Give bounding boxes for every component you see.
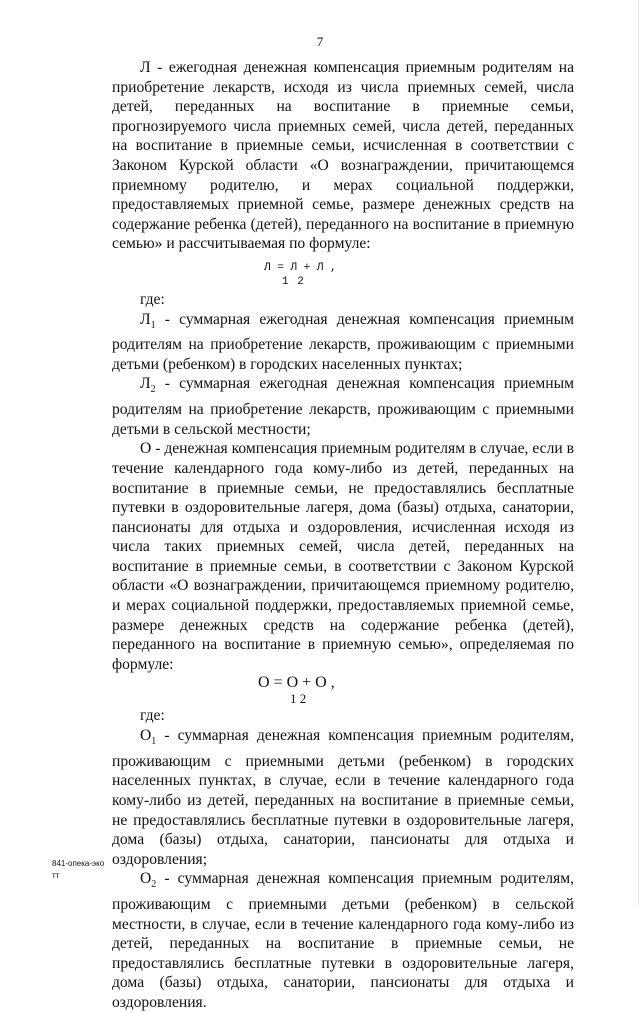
where-label-2: где: [140, 707, 165, 725]
paragraph-l-definition: Л - ежегодная денежная компенсация приемным родителям на приобретение лекарств, исходя из числа приемных семей, числа детей, переданных на воспитание в приемные семьи, прогнозируемого числа приемных семей, числа детей, переданных на воспитание в приемные семьи, исчисленная в соответствии с Законом Курской области «О вознаграждении, причитающемся приемному родителю, и мерах социальной поддержки, предоставляемых приемной семье, размере денежных средств на содержание ребенка (детей), переданного на воспитание в приемную семью» и рассчитываемая по формуле: [112, 59, 574, 253]
l2-subscript: 2 [150, 384, 156, 396]
formula-l [112, 254, 574, 290]
paragraph-o-definition: О - денежная компенсация приемным родителям в случае, если в течение календарного года кому-либо из детей, переданных на воспитание в приемные семьи, не предоставлялись бесплатные путевки в оздоровительные лагеря, дома (базы) отдыха, санатории, пансионаты для отдыха и оздоровления, исчисленная исходя из числа таких приемных семей, числа детей, переданных на воспитание в приемные семьи, в соответствии с Законом Курской области «О вознаграждении, причитающемся приемному родителю, и мерах социальной поддержки, предоставляемых приемной семье, размере денежных средств на содержание ребенка (детей), переданного на воспитание в приемную семью», определяемая по формуле: [112, 440, 574, 673]
document-body [112, 58, 574, 1013]
formula-l-subscripts: 1 2 [282, 275, 305, 288]
formula-o-subscripts: 1 2 [290, 691, 307, 707]
definition-l2 [112, 374, 574, 439]
formula-o [112, 674, 574, 706]
document-footer [52, 858, 104, 882]
footer-initials: тт [52, 871, 60, 880]
o1-text: - суммарная денежная компенсация приемным родителям, проживающим с приемными детьми (ребенком) в городских населенных пунктах, в случае, если в течение календарного года кому-либо из детей, переданных на воспитание в приемные семьи, не предоставлялись бесплатные путевки в оздоровительные лагеря, дома (базы) отдыха, санатории, пансионаты для отдыха и оздоровления; [112, 727, 574, 868]
definition-o1 [112, 726, 574, 869]
scan-edge-line [638, 0, 639, 905]
l1-text: - суммарная ежегодная денежная компенсация приемным родителям на приобретение лекарств, проживающим с приемными детьми (ребенком) в городских населенных пунктах; [112, 310, 574, 373]
o1-subscript: 1 [151, 736, 157, 748]
definition-o2 [112, 869, 574, 1012]
o1-symbol: О [140, 727, 152, 745]
l2-symbol: Л [140, 375, 151, 393]
page-number: 7 [316, 34, 324, 49]
formula-o-main: О = О + О , [258, 674, 335, 692]
o2-subscript: 2 [151, 879, 157, 891]
footer-code: 841-опека-эко [52, 859, 105, 868]
where-label-1: где: [140, 290, 165, 308]
formula-l-main: Л = Л + Л , [264, 261, 337, 274]
l1-symbol: Л [140, 310, 151, 328]
o2-text: - суммарная денежная компенсация приемным родителям, проживающим с приемными детьми (ребенком) в сельской местности, в случае, если в течение календарного года кому-либо из детей, переданных на воспитание в приемные семьи, не предоставлялись бесплатные путевки в оздоровительные лагеря, дома (базы) отдыха, санатории, пансионаты для отдыха и оздоровления. [112, 870, 574, 1011]
l1-subscript: 1 [150, 319, 156, 331]
definition-l1 [112, 310, 574, 375]
l2-text: - суммарная ежегодная денежная компенсация приемным родителям на приобретение лекарств, проживающим с приемными детьми в сельской местности; [112, 375, 574, 438]
o2-symbol: О [140, 870, 152, 888]
